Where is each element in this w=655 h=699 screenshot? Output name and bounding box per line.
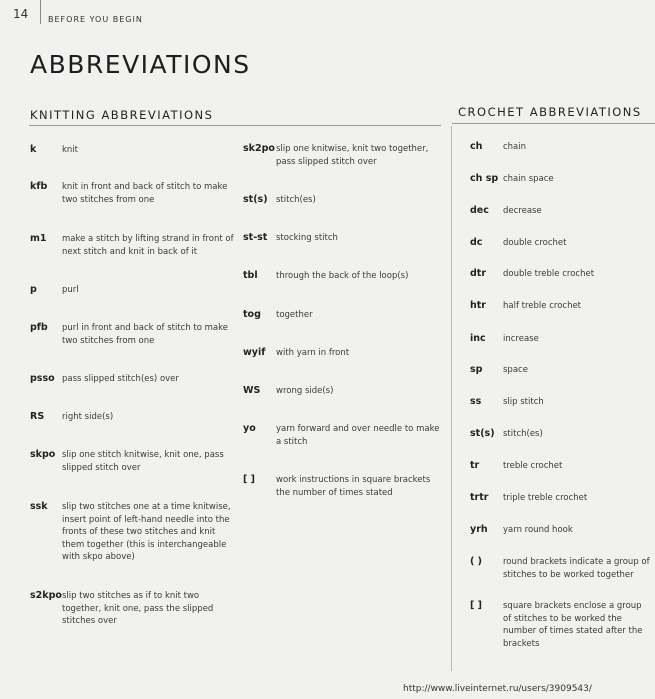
header-divider	[40, 0, 41, 24]
abbr-entry-dc	[470, 237, 650, 250]
abbr-definition: make a stitch by lifting strand in front of next stitch and knit in back of it	[62, 234, 234, 257]
abbr-term: htr	[470, 300, 486, 311]
abbr-entry-m1	[30, 233, 234, 258]
abbr-term: k	[30, 144, 37, 155]
abbr-term: p	[30, 284, 37, 295]
abbr-term: ssk	[30, 501, 48, 512]
abbr-term: ss	[470, 396, 482, 407]
abbr-term: tbl	[243, 270, 258, 281]
abbr-entry-tr	[470, 460, 650, 473]
abbr-definition: right side(s)	[62, 412, 114, 422]
running-head: BEFORE YOU BEGIN	[48, 15, 143, 24]
abbr-entry-round-brackets	[470, 556, 650, 581]
column-divider	[451, 126, 452, 671]
abbr-definition: stitch(es)	[276, 195, 316, 205]
abbr-entry-ssk	[30, 501, 234, 564]
abbr-term: skpo	[30, 449, 56, 460]
abbr-entry-psso	[30, 373, 234, 386]
crochet-section-title: CROCHET ABBREVIATIONS	[458, 105, 642, 119]
abbr-term: WS	[243, 385, 261, 396]
abbr-entry-ch	[470, 141, 650, 154]
abbr-term: kfb	[30, 181, 48, 192]
abbr-definition: together	[276, 310, 313, 320]
abbr-entry-s2kpo	[30, 590, 234, 628]
abbr-definition: treble crochet	[503, 461, 563, 471]
abbr-entry-wyif	[243, 347, 441, 360]
abbr-definition: slip two stitches one at a time knitwise, insert point of left-hand needle into the fronts of these two stitches and knit them together (this is interchangeable with skpo above)	[62, 502, 231, 562]
abbr-term: st(s)	[470, 428, 495, 439]
abbr-definition: knit	[62, 145, 79, 155]
abbr-definition: round brackets indicate a group of stitches to be worked together	[503, 557, 650, 580]
abbr-definition: half treble crochet	[503, 301, 582, 311]
abbr-term: st-st	[243, 232, 268, 243]
abbr-definition: double crochet	[503, 238, 567, 248]
abbr-definition: chain	[503, 142, 527, 152]
crochet-title-rule	[452, 123, 655, 124]
abbr-definition: stocking stitch	[276, 233, 338, 243]
abbr-definition: purl	[62, 285, 79, 295]
abbr-entry-ss	[470, 396, 650, 409]
abbr-definition: wrong side(s)	[276, 386, 334, 396]
abbr-entry-tog	[243, 309, 441, 322]
abbr-definition: slip two stitches as if to knit two together, knit one, pass the slipped stitches over	[62, 591, 214, 626]
abbr-entry-dtr	[470, 268, 650, 281]
abbr-definition: slip stitch	[503, 397, 544, 407]
abbr-term: sk2po	[243, 143, 275, 154]
watermark-url: http://www.liveinternet.ru/users/3909543/	[403, 684, 592, 694]
abbr-definition: with yarn in front	[276, 348, 350, 358]
page-number: 14	[13, 7, 29, 21]
abbr-term: s2kpo	[30, 590, 62, 601]
abbr-term: yrh	[470, 524, 488, 535]
abbr-entry-skpo	[30, 449, 234, 474]
abbr-entry-kfb	[30, 181, 234, 206]
abbr-term: ch sp	[470, 173, 499, 184]
abbr-definition: knit in front and back of stitch to make two stitches from one	[62, 182, 228, 205]
abbr-term: dtr	[470, 268, 487, 279]
abbr-entry-inc	[470, 333, 650, 346]
abbr-term: sp	[470, 364, 483, 375]
abbr-entry-square-brackets	[470, 600, 650, 650]
abbr-definition: double treble crochet	[503, 269, 595, 279]
abbr-term: dc	[470, 237, 483, 248]
abbr-definition: chain space	[503, 174, 554, 184]
abbr-term: tr	[470, 460, 480, 471]
page-title: ABBREVIATIONS	[30, 50, 251, 79]
abbr-entry-tbl	[243, 270, 441, 283]
abbr-definition: yarn forward and over needle to make a stitch	[276, 424, 440, 447]
abbr-term: dec	[470, 205, 489, 216]
abbr-entry-sk2po	[243, 143, 441, 168]
abbr-entry-p	[30, 284, 234, 297]
abbr-definition: triple treble crochet	[503, 493, 588, 503]
abbr-entry-k	[30, 144, 234, 157]
abbr-term: st(s)	[243, 194, 268, 205]
abbr-term: psso	[30, 373, 55, 384]
abbr-definition: purl in front and back of stitch to make two stitches from one	[62, 323, 228, 346]
abbr-definition: decrease	[503, 206, 542, 216]
abbr-term: inc	[470, 333, 486, 344]
abbr-definition: yarn round hook	[503, 525, 573, 535]
knitting-title-rule	[29, 125, 441, 126]
abbr-definition: increase	[503, 334, 539, 344]
abbr-term: [ ]	[243, 474, 255, 485]
abbr-term: ( )	[470, 556, 482, 567]
abbr-term: trtr	[470, 492, 489, 503]
abbr-definition: through the back of the loop(s)	[276, 271, 409, 281]
abbr-definition: work instructions in square brackets the number of times stated	[276, 475, 431, 498]
abbr-entry-square-brackets	[243, 474, 441, 499]
abbr-definition: slip one knitwise, knit two together, pass slipped stitch over	[276, 144, 429, 167]
abbr-entry-yo	[243, 423, 441, 448]
abbr-term: tog	[243, 309, 261, 320]
abbr-term: ch	[470, 141, 483, 152]
abbr-term: RS	[30, 411, 45, 422]
abbr-entry-dec	[470, 205, 650, 218]
abbr-definition: slip one stitch knitwise, knit one, pass slipped stitch over	[62, 450, 224, 473]
abbr-term: wyif	[243, 347, 266, 358]
abbr-term: m1	[30, 233, 47, 244]
abbr-definition: square brackets enclose a group of stitches to be worked the number of times stated after the brackets	[503, 601, 643, 649]
abbr-entry-WS	[243, 385, 441, 398]
abbr-term: yo	[243, 423, 256, 434]
abbr-term: [ ]	[470, 600, 482, 611]
abbr-entry-sts	[243, 194, 441, 207]
abbr-entry-st-st	[243, 232, 441, 245]
abbr-definition: space	[503, 365, 528, 375]
abbr-entry-yrh	[470, 524, 650, 537]
abbr-definition: pass slipped stitch(es) over	[62, 374, 179, 384]
knitting-section-title: KNITTING ABBREVIATIONS	[30, 108, 214, 122]
abbr-entry-ch-sp	[470, 173, 650, 186]
abbr-definition: stitch(es)	[503, 429, 543, 439]
abbr-entry-trtr	[470, 492, 650, 505]
abbr-entry-htr	[470, 300, 650, 313]
abbr-entry-sts	[470, 428, 650, 441]
abbr-entry-sp	[470, 364, 650, 377]
abbr-term: pfb	[30, 322, 48, 333]
abbr-entry-pfb	[30, 322, 234, 347]
abbr-entry-RS	[30, 411, 234, 424]
